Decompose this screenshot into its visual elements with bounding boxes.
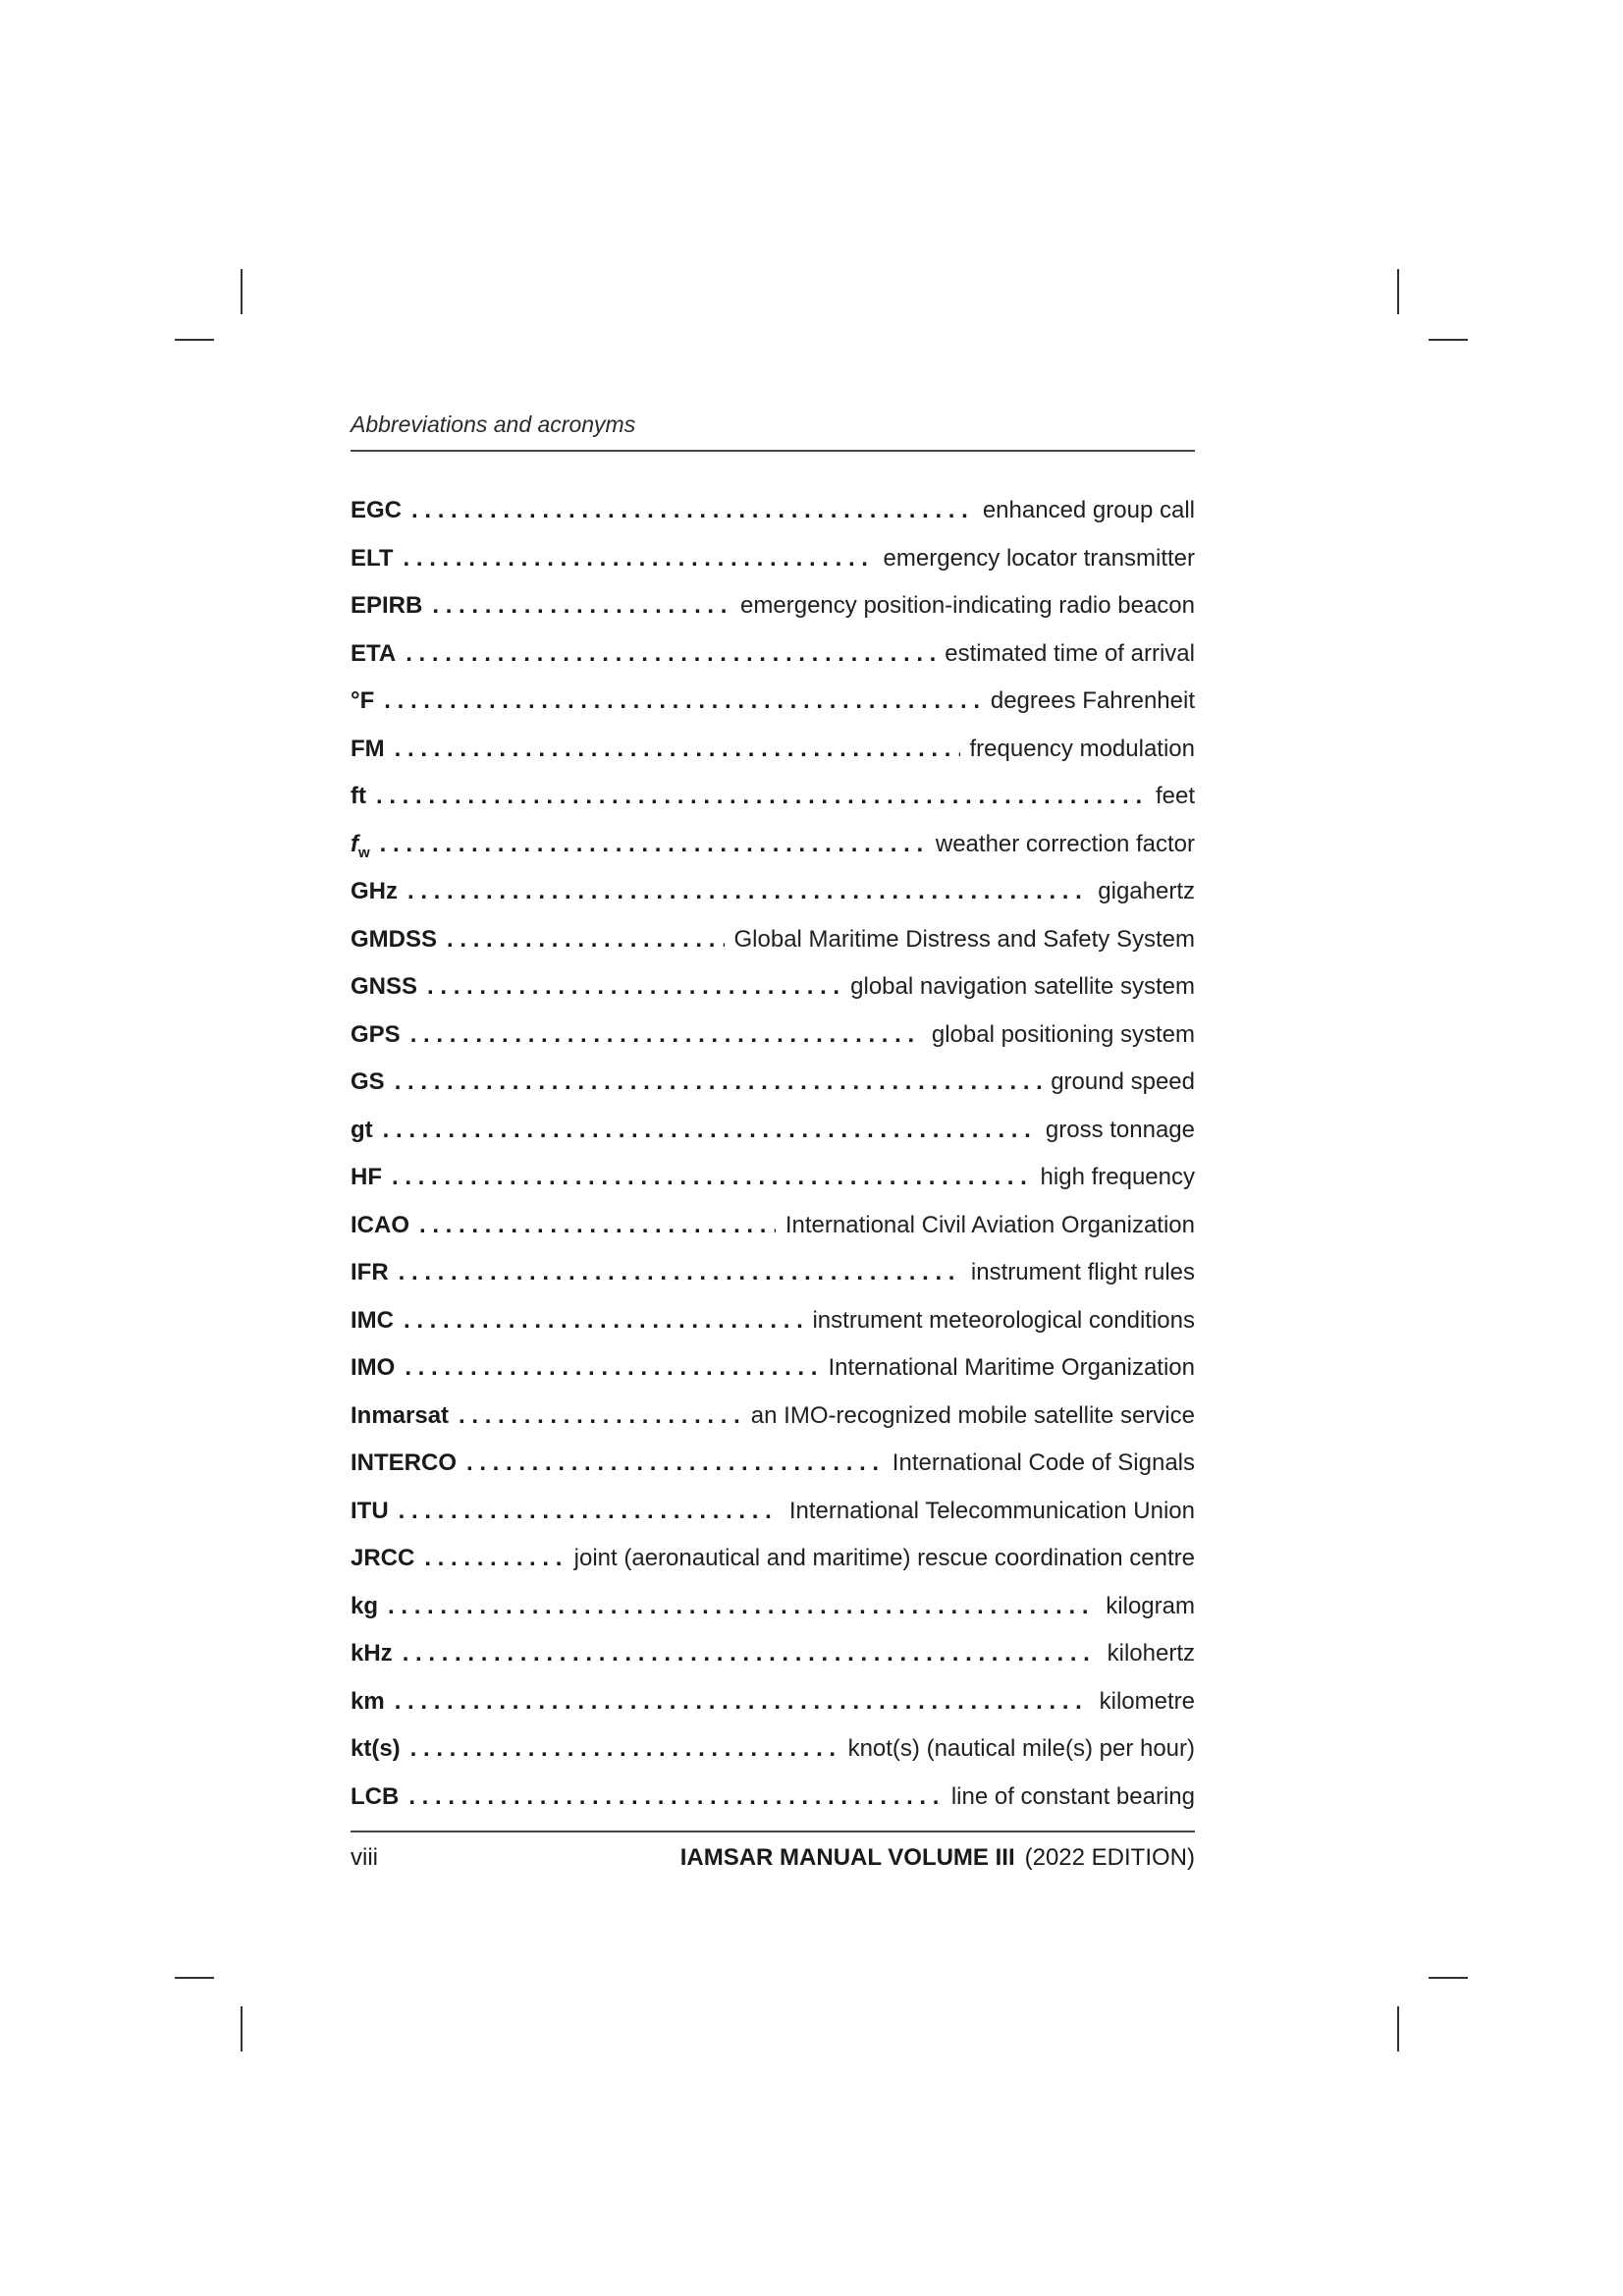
- abbreviation-meaning: ground speed: [1051, 1068, 1195, 1095]
- abbreviation-meaning: International Maritime Organization: [828, 1354, 1195, 1381]
- abbreviation-term: kHz: [351, 1640, 393, 1667]
- abbreviation-meaning: instrument flight rules: [970, 1259, 1195, 1285]
- dot-leader: [376, 783, 1146, 810]
- publication-title: IAMSAR MANUAL VOLUME III: [679, 1844, 1015, 1871]
- abbreviation-meaning: Global Maritime Distress and Safety System: [733, 925, 1195, 953]
- abbreviation-meaning: emergency locator transmitter: [883, 544, 1195, 572]
- abbreviation-meaning: high frequency: [1040, 1164, 1195, 1190]
- abbreviation-term: Inmarsat: [351, 1401, 450, 1429]
- page-footer: [351, 1844, 1195, 1872]
- abbreviation-entry: [351, 1354, 1195, 1402]
- dot-leader: [407, 878, 1088, 905]
- header-rule: [351, 450, 1195, 452]
- abbreviation-term: GMDSS: [351, 925, 438, 953]
- abbreviation-entry: [351, 687, 1195, 736]
- abbreviation-term: INTERCO: [351, 1449, 457, 1476]
- abbreviation-meaning: International Civil Aviation Organization: [784, 1211, 1195, 1238]
- abbreviation-term: LCB: [351, 1782, 400, 1810]
- abbreviation-entry: [351, 1545, 1195, 1593]
- crop-mark-bottom-right-vertical: [1397, 2006, 1399, 2051]
- abbreviation-term: GS: [351, 1068, 385, 1095]
- abbreviation-meaning: knot(s) (nautical mile(s) per hour): [847, 1735, 1195, 1762]
- crop-mark-top-right-vertical: [1397, 269, 1399, 314]
- abbreviation-meaning: instrument meteorological conditions: [812, 1306, 1195, 1334]
- abbreviation-meaning: weather correction factor: [935, 830, 1195, 857]
- abbreviation-term: EGC: [351, 497, 403, 523]
- dot-leader: [392, 1164, 1031, 1191]
- abbreviation-meaning: feet: [1155, 783, 1195, 809]
- abbreviation-entry: [351, 1307, 1195, 1355]
- crop-mark-bottom-right-horizontal: [1429, 1977, 1468, 1979]
- dot-leader: [432, 592, 730, 620]
- abbreviation-entry: [351, 1164, 1195, 1212]
- abbreviation-entry: [351, 545, 1195, 593]
- abbreviation-term: ELT: [351, 544, 394, 572]
- abbreviation-entry: [351, 973, 1195, 1021]
- document-page: [351, 405, 1195, 1872]
- abbreviation-entry: [351, 783, 1195, 831]
- dot-leader: [419, 1212, 776, 1239]
- abbreviation-entry: [351, 1212, 1195, 1260]
- dot-leader: [388, 1593, 1096, 1620]
- abbreviation-term: ft: [351, 783, 366, 809]
- abbreviation-term: °F: [351, 687, 375, 714]
- abbreviation-meaning: line of constant bearing: [950, 1782, 1195, 1810]
- running-header: Abbreviations and acronyms: [351, 411, 636, 437]
- dot-leader: [404, 545, 874, 573]
- abbreviation-entry: [351, 1449, 1195, 1498]
- abbreviation-meaning: joint (aeronautical and maritime) rescue coordination centre: [573, 1545, 1195, 1571]
- dot-leader: [424, 1545, 564, 1572]
- abbreviation-entry: [351, 878, 1195, 926]
- abbreviation-entry: [351, 1021, 1195, 1069]
- dot-leader: [447, 926, 724, 954]
- abbreviation-entry: [351, 1498, 1195, 1546]
- abbreviation-meaning: an IMO-recognized mobile satellite service: [750, 1401, 1195, 1429]
- crop-mark-bottom-left-horizontal: [175, 1977, 214, 1979]
- abbreviation-entry: [351, 1640, 1195, 1688]
- dot-leader: [466, 1449, 883, 1477]
- dot-leader: [405, 1354, 818, 1382]
- publication-edition: (2022 EDITION): [1024, 1844, 1195, 1871]
- abbreviation-term-subscript: w: [358, 844, 370, 861]
- abbreviation-term: HF: [351, 1164, 382, 1190]
- abbreviation-term-base: f: [351, 830, 358, 857]
- abbreviation-meaning: kilogram: [1106, 1592, 1195, 1619]
- abbreviation-term: ITU: [351, 1497, 389, 1524]
- dot-leader: [459, 1402, 741, 1430]
- crop-mark-bottom-left-vertical: [241, 2006, 243, 2051]
- dot-leader: [427, 973, 840, 1001]
- dot-leader: [380, 831, 926, 858]
- abbreviation-term: JRCC: [351, 1545, 415, 1571]
- footer-rule: [351, 1831, 1195, 1832]
- abbreviation-term: IMC: [351, 1306, 394, 1334]
- abbreviation-term: FM: [351, 735, 385, 762]
- abbreviation-term: ETA: [351, 639, 397, 667]
- dot-leader: [403, 1640, 1098, 1667]
- dot-leader: [411, 497, 973, 524]
- abbreviation-entry: [351, 640, 1195, 688]
- abbreviation-entry: [351, 926, 1195, 974]
- abbreviation-term: GHz: [351, 878, 398, 904]
- dot-leader: [406, 640, 935, 668]
- abbreviation-entry: [351, 1783, 1195, 1831]
- abbreviation-entry: [351, 1259, 1195, 1307]
- abbreviation-entry: [351, 1117, 1195, 1165]
- abbreviation-term: ICAO: [351, 1211, 409, 1238]
- dot-leader: [384, 687, 981, 715]
- abbreviation-term: GNSS: [351, 973, 418, 1000]
- abbreviation-list: [351, 497, 1195, 1831]
- abbreviation-term: [351, 831, 370, 861]
- abbreviation-entry: [351, 1068, 1195, 1117]
- abbreviation-entry: [351, 497, 1195, 545]
- abbreviation-meaning: International Telecommunication Union: [788, 1497, 1195, 1524]
- dot-leader: [399, 1498, 780, 1525]
- abbreviation-meaning: global navigation satellite system: [850, 973, 1195, 1000]
- abbreviation-meaning: global positioning system: [931, 1020, 1195, 1048]
- abbreviation-meaning: International Code of Signals: [892, 1449, 1195, 1476]
- abbreviation-meaning: estimated time of arrival: [945, 639, 1195, 667]
- abbreviation-term: km: [351, 1687, 385, 1715]
- dot-leader: [410, 1021, 922, 1049]
- dot-leader: [410, 1735, 839, 1763]
- dot-leader: [395, 736, 960, 763]
- crop-mark-top-left-vertical: [241, 269, 243, 314]
- dot-leader: [399, 1259, 961, 1286]
- dot-leader: [408, 1783, 942, 1811]
- abbreviation-entry: [351, 736, 1195, 784]
- abbreviation-term: IFR: [351, 1259, 389, 1285]
- page-number: viii: [351, 1844, 378, 1871]
- abbreviation-entry: [351, 1688, 1195, 1736]
- abbreviation-meaning: frequency modulation: [969, 735, 1195, 762]
- abbreviation-term: GPS: [351, 1020, 401, 1048]
- abbreviation-meaning: kilometre: [1099, 1687, 1195, 1715]
- abbreviation-meaning: kilohertz: [1107, 1640, 1195, 1667]
- abbreviation-meaning: gigahertz: [1098, 878, 1195, 904]
- abbreviation-entry: [351, 831, 1195, 879]
- dot-leader: [395, 1068, 1042, 1096]
- abbreviation-entry: [351, 1735, 1195, 1783]
- crop-mark-top-right-horizontal: [1429, 339, 1468, 341]
- abbreviation-term: EPIRB: [351, 592, 423, 619]
- crop-mark-top-left-horizontal: [175, 339, 214, 341]
- abbreviation-entry: [351, 1402, 1195, 1450]
- abbreviation-entry: [351, 592, 1195, 640]
- abbreviation-meaning: gross tonnage: [1045, 1116, 1195, 1143]
- abbreviation-meaning: degrees Fahrenheit: [990, 687, 1195, 714]
- publication-line: [680, 1844, 1195, 1872]
- dot-leader: [383, 1117, 1036, 1144]
- abbreviation-term: kt(s): [351, 1735, 401, 1762]
- abbreviation-entry: [351, 1593, 1195, 1641]
- dot-leader: [404, 1307, 802, 1335]
- abbreviation-term: IMO: [351, 1354, 396, 1381]
- abbreviation-term: gt: [351, 1116, 373, 1143]
- abbreviation-meaning: enhanced group call: [982, 497, 1195, 523]
- dot-leader: [395, 1688, 1090, 1716]
- abbreviation-meaning: emergency position-indicating radio beacon: [740, 592, 1195, 619]
- abbreviation-term: kg: [351, 1592, 379, 1619]
